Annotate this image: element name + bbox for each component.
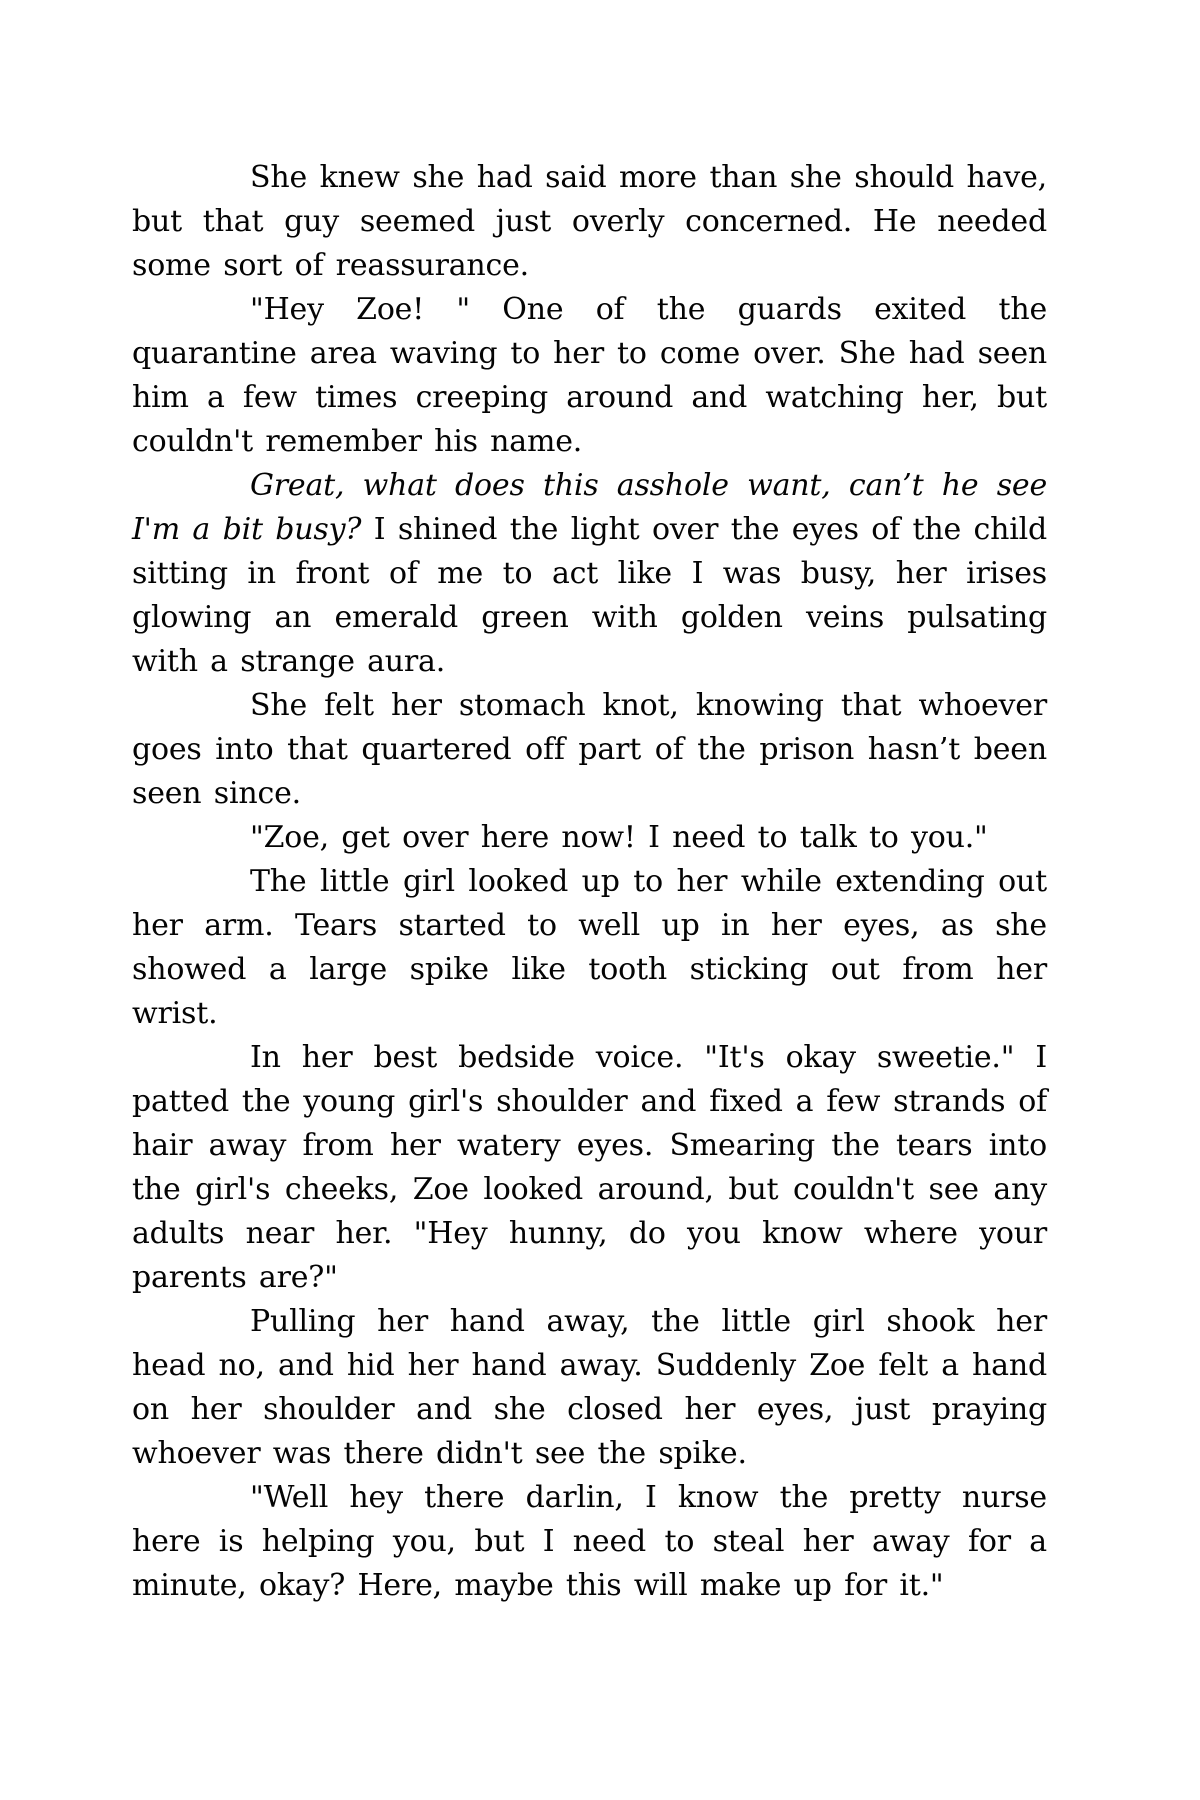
paragraph: [132, 1036, 1047, 1300]
italic-text-run: Great, what does this asshole want, can’t he see I'm a bit busy?: [132, 468, 1047, 547]
paragraph: [132, 860, 1047, 1036]
paragraph: [132, 684, 1047, 816]
text-run: In her best bedside voice. "It's okay sweetie." I patted the young girl's shoulder and fixed a few strands of hair away from her watery eyes. Smearing the tears into the girl's cheeks, Zoe looked around, but couldn't see any adults near her. "Hey hunny, do you know where your parents are?": [132, 1040, 1047, 1295]
paragraph: [132, 1300, 1047, 1476]
paragraph: [132, 288, 1047, 464]
text-run: She knew she had said more than she should have, but that guy seemed just overly concerned. He needed some sort of reassurance.: [132, 160, 1047, 283]
text-run: I shined the light over the eyes of the child sitting in front of me to act like I was busy, her irises glowing an emerald green with golden veins pulsating with a strange aura.: [132, 512, 1047, 679]
text-run: Pulling her hand away, the little girl shook her head no, and hid her hand away. Suddenly Zoe felt a hand on her shoulder and she closed her eyes, just praying whoever was there didn't see the spike.: [132, 1304, 1047, 1471]
paragraph: [132, 464, 1047, 684]
paragraph: [132, 816, 1047, 860]
story-text: [132, 156, 1047, 1608]
text-run: "Hey Zoe! " One of the guards exited the quarantine area waving to her to come over. She had seen him a few times creeping around and watching her, but couldn't remember his name.: [132, 292, 1047, 459]
text-run: "Zoe, get over here now! I need to talk to you.": [250, 820, 988, 855]
text-run: She felt her stomach knot, knowing that whoever goes into that quartered off part of the prison hasn’t been seen since.: [132, 688, 1047, 811]
text-run: "Well hey there darlin, I know the pretty nurse here is helping you, but I need to steal her away for a minute, okay? Here, maybe this will make up for it.": [132, 1480, 1047, 1603]
paragraph: [132, 1476, 1047, 1608]
paragraph: [132, 156, 1047, 288]
text-run: The little girl looked up to her while extending out her arm. Tears started to well up in her eyes, as she showed a large spike like tooth sticking out from her wrist.: [132, 864, 1047, 1031]
